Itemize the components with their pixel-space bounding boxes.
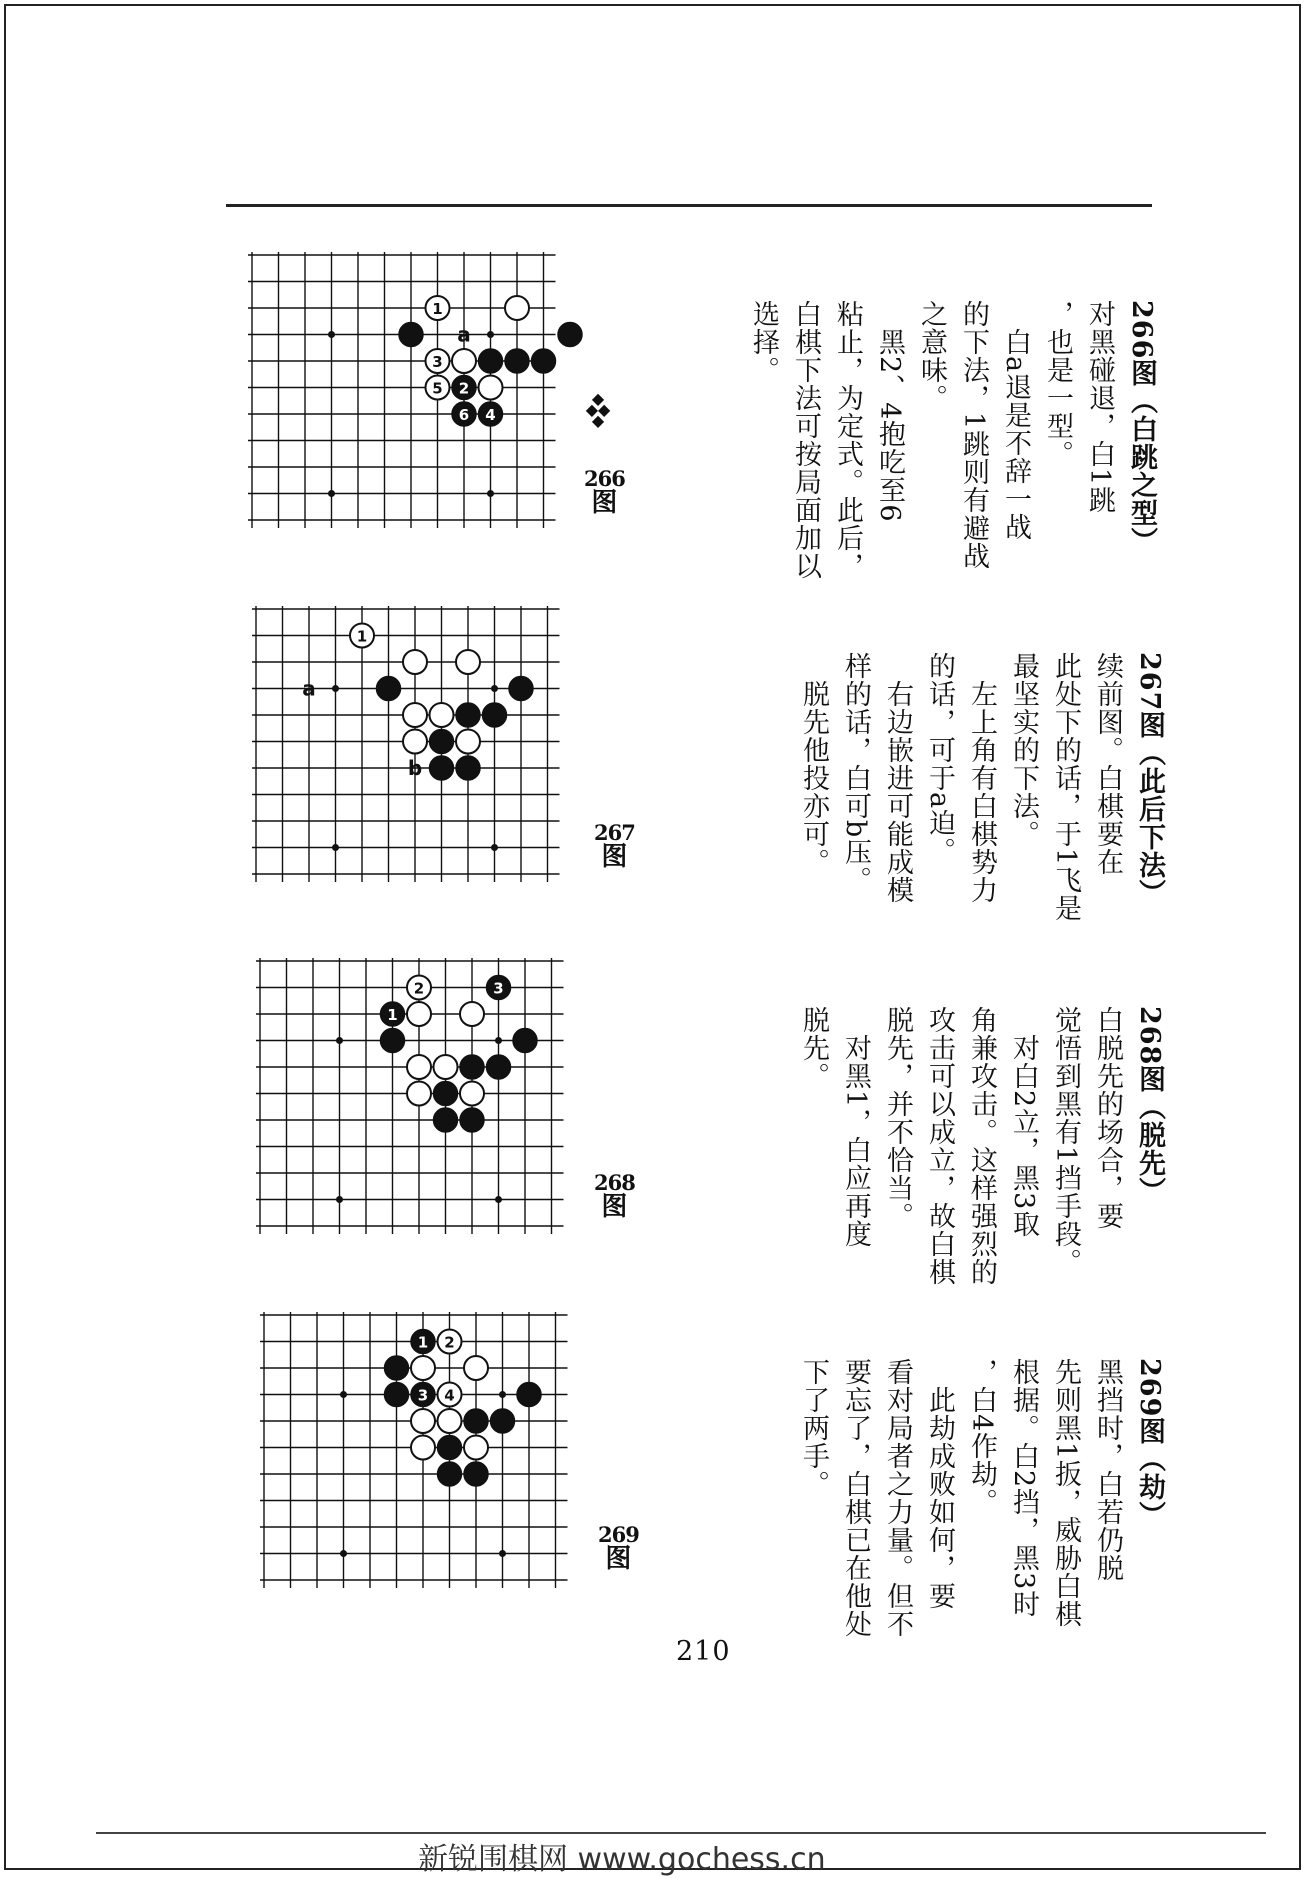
text-column: 对白2立，黑3取: [1008, 1006, 1039, 1239]
figure-number: 268: [594, 1170, 635, 1195]
text-column: 的话，可于a迫。: [924, 652, 955, 866]
go-board-266: [248, 252, 573, 548]
text-column: 左上角有白棋势力: [966, 652, 997, 904]
black-stone: [434, 1082, 458, 1106]
star-point: [332, 685, 339, 692]
white-stone: [438, 1409, 462, 1433]
star-point: [336, 1037, 343, 1044]
move-number: 1: [432, 300, 443, 318]
black-stone: [483, 703, 507, 727]
text-column: 先则黑1扳，威胁白棋: [1050, 1358, 1081, 1629]
go-board-269: [260, 1312, 586, 1604]
white-stone: [456, 730, 480, 754]
black-stone: [491, 1409, 515, 1433]
figure-caption-269: [598, 1524, 639, 1573]
text-column: 此处下的话，于1飞是: [1050, 652, 1081, 923]
white-stone: [407, 1002, 431, 1026]
black-stone: [456, 703, 480, 727]
star-point: [332, 844, 339, 851]
black-stone: [460, 1055, 484, 1079]
white-stone: [505, 296, 529, 320]
figure-char: 图: [601, 842, 628, 873]
black-stone: [438, 1462, 462, 1486]
star-point: [499, 1391, 506, 1398]
white-stone: [464, 1436, 488, 1460]
ornament-diamond: ◆: [585, 400, 598, 419]
figure-caption-267: [594, 822, 635, 871]
white-stone: [430, 703, 454, 727]
point-label: b: [407, 756, 423, 780]
white-stone: [479, 376, 503, 400]
move-number: 1: [417, 1333, 429, 1352]
black-stone: [487, 1055, 511, 1079]
text-column: 对黑碰退，白1跳: [1084, 300, 1115, 515]
white-stone: [452, 349, 476, 373]
black-stone: [456, 756, 480, 780]
page-number: 210: [676, 1636, 731, 1667]
text-column: 看对局者之力量。但不: [882, 1358, 913, 1638]
text-column: 根据。白2挡，黑3时: [1008, 1358, 1039, 1619]
white-stone: [411, 1436, 435, 1460]
move-number: 2: [413, 979, 425, 998]
white-stone: [403, 703, 427, 727]
text-column: 脱先他投亦可。: [798, 652, 829, 876]
point-label: a: [302, 676, 316, 701]
black-stone: [399, 323, 423, 347]
white-stone: [460, 1002, 484, 1026]
text-column: 攻击可以成立，故白棋: [924, 1006, 955, 1286]
text-column: ，也是一型。: [1042, 300, 1073, 468]
star-point: [487, 490, 494, 497]
black-stone: [377, 677, 401, 701]
black-stone: [509, 677, 533, 701]
text-column: 选择。: [748, 300, 779, 384]
white-stone: [411, 1356, 435, 1380]
move-number: 1: [387, 1006, 398, 1024]
go-board-268: [256, 958, 582, 1250]
text-column: 的下法，1跳则有避战: [958, 300, 989, 571]
text-column: 样的话，白可b压。: [840, 652, 871, 895]
star-point: [340, 1391, 347, 1398]
figure-caption-266: [584, 468, 625, 517]
figure-number: 266: [584, 466, 625, 491]
ornament-diamond: ◆: [591, 389, 605, 408]
figure-title: 269图（劫）: [1134, 1358, 1165, 1530]
black-stone: [434, 1108, 458, 1132]
black-stone: [479, 349, 503, 373]
figure-char: 图: [591, 488, 618, 519]
figure-char: 图: [605, 1544, 632, 1575]
star-point: [340, 1550, 347, 1557]
move-number: 3: [417, 1386, 429, 1405]
black-stone: [438, 1436, 462, 1460]
text-column: 续前图。白棋要在: [1092, 652, 1123, 876]
white-stone: [460, 1082, 484, 1106]
white-stone: [403, 730, 427, 754]
black-stone: [517, 1383, 541, 1407]
black-stone: [460, 1108, 484, 1132]
star-point: [495, 1196, 502, 1203]
black-stone: [464, 1409, 488, 1433]
header-rule: [226, 204, 1152, 207]
text-column: 此劫成败如何，要: [924, 1358, 955, 1610]
white-stone: [456, 650, 480, 674]
text-column: 之意味。: [916, 300, 947, 412]
figure-title: 266图（白跳之型）: [1126, 300, 1157, 556]
move-number: 3: [493, 979, 504, 998]
text-column: 白a退是不辞一战: [1000, 300, 1031, 542]
text-column: 粘止，为定式。此后，: [832, 300, 863, 580]
black-stone: [430, 730, 454, 754]
black-stone: [558, 323, 582, 347]
text-column: 角兼攻击。这样强烈的: [966, 1006, 997, 1286]
text-column: 黑2、4抱吃至6: [874, 300, 905, 523]
text-column: 黑挡时，白若仍脱: [1092, 1358, 1123, 1582]
text-column: 脱先，并不恰当。: [882, 1006, 913, 1230]
site-watermark: 新锐围棋网 www.gochess.cn: [418, 1842, 826, 1877]
star-point: [491, 844, 498, 851]
figure-char: 图: [601, 1192, 628, 1223]
move-number: 5: [432, 379, 443, 398]
go-board-267: [252, 606, 587, 898]
text-column: 对黑1，白应再度: [840, 1006, 871, 1249]
text-column: 要忘了，白棋已在他处: [840, 1358, 871, 1638]
white-stone: [403, 650, 427, 674]
move-number: 3: [432, 353, 443, 371]
black-stone: [464, 1462, 488, 1486]
black-stone: [385, 1383, 409, 1407]
white-stone: [407, 1082, 431, 1106]
move-number: 2: [458, 379, 470, 398]
text-column: 觉悟到黑有1挡手段。: [1050, 1006, 1081, 1277]
figure-caption-268: [594, 1172, 635, 1221]
text-column: 白脱先的场合，要: [1092, 1006, 1123, 1230]
star-point: [328, 331, 335, 338]
white-stone: [411, 1409, 435, 1433]
figure-number: 269: [598, 1522, 639, 1547]
star-point: [336, 1196, 343, 1203]
text-column: ，白4作劫。: [966, 1358, 997, 1517]
black-stone: [430, 756, 454, 780]
page-border: [4, 4, 1301, 1870]
move-number: 4: [444, 1386, 455, 1405]
star-point: [328, 490, 335, 497]
board-grid: [248, 252, 556, 528]
white-stone: [407, 1055, 431, 1079]
text-column: 脱先。: [798, 1006, 829, 1090]
figure-title: 268图（脱先）: [1134, 1006, 1165, 1206]
text-column: 最坚实的下法。: [1008, 652, 1039, 848]
text-column: 右边嵌进可能成模: [882, 652, 913, 904]
figure-title: 267图（此后下法）: [1134, 652, 1165, 908]
ornament-diamond: ◆: [598, 400, 611, 419]
text-column: 下了两手。: [798, 1358, 829, 1498]
black-stone: [381, 1029, 405, 1053]
figure-number: 267: [594, 820, 635, 845]
black-stone: [505, 349, 529, 373]
black-stone: [513, 1029, 537, 1053]
white-stone: [464, 1356, 488, 1380]
move-number: 1: [356, 627, 368, 646]
point-label: a: [457, 322, 471, 347]
text-column: 白棋下法可按局面加以: [790, 300, 821, 580]
move-number: 4: [485, 406, 496, 424]
star-point: [495, 1037, 502, 1044]
ornament-diamond: ◆: [591, 411, 605, 430]
move-number: 6: [458, 406, 470, 424]
ornament-dots: [583, 389, 613, 430]
white-stone: [434, 1055, 458, 1079]
star-point: [487, 331, 494, 338]
black-stone: [385, 1356, 409, 1380]
black-stone: [532, 349, 556, 373]
move-number: 2: [444, 1333, 455, 1352]
star-point: [491, 685, 498, 692]
star-point: [499, 1550, 506, 1557]
